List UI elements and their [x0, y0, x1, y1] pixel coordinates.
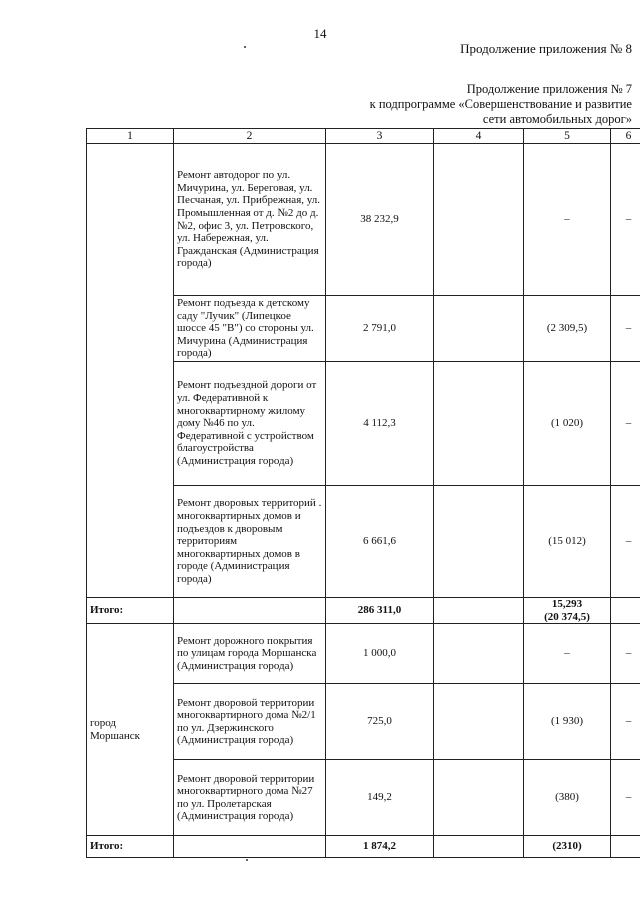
col4-cell: [434, 362, 524, 486]
region-name-line1: город: [90, 717, 117, 730]
total-col5-line2: (20 374,5): [544, 610, 590, 623]
col5-cell: (1 020): [524, 362, 611, 486]
amount-cell: 2 791,0: [326, 296, 434, 362]
col5-cell: –: [524, 144, 611, 296]
total-amount: 286 311,0: [326, 598, 434, 624]
table-header-row: [87, 129, 640, 144]
program-table: [86, 128, 640, 858]
col5-cell: (1 930): [524, 684, 611, 760]
amount-cell: 725,0: [326, 684, 434, 760]
subprogram-line-1: к подпрограмме «Совершенствование и развитие: [369, 97, 632, 111]
amount-cell: 149,2: [326, 760, 434, 836]
total-row: [87, 836, 640, 858]
column-header: 4: [434, 129, 524, 144]
amount-cell: 38 232,9: [326, 144, 434, 296]
total-col5: [524, 598, 611, 624]
col4-cell: [434, 144, 524, 296]
work-description: Ремонт подъездной дороги от ул. Федеративной к многоквартирному жилому дому №46 по ул. Федеративной с устройством благоустройства (Администрация города): [174, 362, 326, 486]
total-col5-line1: 15,293: [551, 598, 583, 610]
col6-cell: –: [611, 624, 640, 684]
total-amount: 1 874,2: [326, 836, 434, 858]
scan-dot: [244, 46, 246, 48]
column-header: 3: [326, 129, 434, 144]
column-header: 1: [87, 129, 174, 144]
col4-cell: [434, 624, 524, 684]
col5-cell: (2 309,5): [524, 296, 611, 362]
amount-cell: 6 661,6: [326, 486, 434, 598]
empty-cell: [434, 836, 524, 858]
total-col5: (2310): [524, 836, 611, 858]
column-header: 5: [524, 129, 611, 144]
col5-cell: (15 012): [524, 486, 611, 598]
col6-cell: –: [611, 144, 640, 296]
appendix-8-title: Продолжение приложения № 8: [460, 41, 632, 56]
empty-cell: [611, 598, 640, 624]
empty-cell: [434, 598, 524, 624]
work-description: Ремонт дворовых территорий . многоквартирных домов и подъездов к дворовым территориям многоквартирных домов в городе (Администрация города): [174, 486, 326, 598]
col4-cell: [434, 296, 524, 362]
column-header: 6: [611, 129, 640, 144]
col6-cell: –: [611, 362, 640, 486]
total-row: [87, 598, 640, 624]
work-description: Ремонт дворовой территории многоквартирного дома №27 по ул. Пролетарская (Администрация города): [174, 760, 326, 836]
page-number: 14: [313, 26, 327, 41]
col6-cell: –: [611, 486, 640, 598]
region-cell: [87, 624, 174, 836]
appendix-7-title: Продолжение приложения № 7: [466, 82, 632, 96]
subtitle-block: [370, 82, 632, 127]
col4-cell: [434, 486, 524, 598]
work-description: Ремонт дорожного покрытия по улицам города Моршанска (Администрация города): [174, 624, 326, 684]
col6-cell: –: [611, 760, 640, 836]
col4-cell: [434, 760, 524, 836]
column-header: 2: [174, 129, 326, 144]
work-description: Ремонт подъезда к детскому саду "Лучик" (Липецкое шоссе 45 "В") со стороны ул. Мичурина (Администрация города): [174, 296, 326, 362]
empty-cell: [611, 836, 640, 858]
subprogram-line-2: сети автомобильных дорог»: [482, 112, 632, 126]
col6-cell: –: [611, 296, 640, 362]
empty-cell: [174, 598, 326, 624]
region-name-line2: Моршанск: [90, 729, 140, 742]
total-label: Итого:: [87, 598, 174, 624]
amount-cell: 4 112,3: [326, 362, 434, 486]
work-description: Ремонт автодорог по ул. Мичурина, ул. Береговая, ул. Песчаная, ул. Прибрежная, ул. Промышленная от д. №2 до д. №2, офис 3, ул. Петровского, ул. Набережная, ул. Гражданская (Администрация города): [174, 144, 326, 296]
empty-cell: [174, 836, 326, 858]
amount-cell: 1 000,0: [326, 624, 434, 684]
col5-cell: (380): [524, 760, 611, 836]
work-description: Ремонт дворовой территории многоквартирного дома №2/1 по ул. Дзержинского (Администрация города): [174, 684, 326, 760]
total-label: Итого:: [87, 836, 174, 858]
region-cell: [87, 144, 174, 598]
table-row: [87, 624, 640, 684]
col6-cell: –: [611, 684, 640, 760]
scan-dot: [246, 859, 248, 861]
col5-cell: –: [524, 624, 611, 684]
table-row: [87, 144, 640, 296]
col4-cell: [434, 684, 524, 760]
